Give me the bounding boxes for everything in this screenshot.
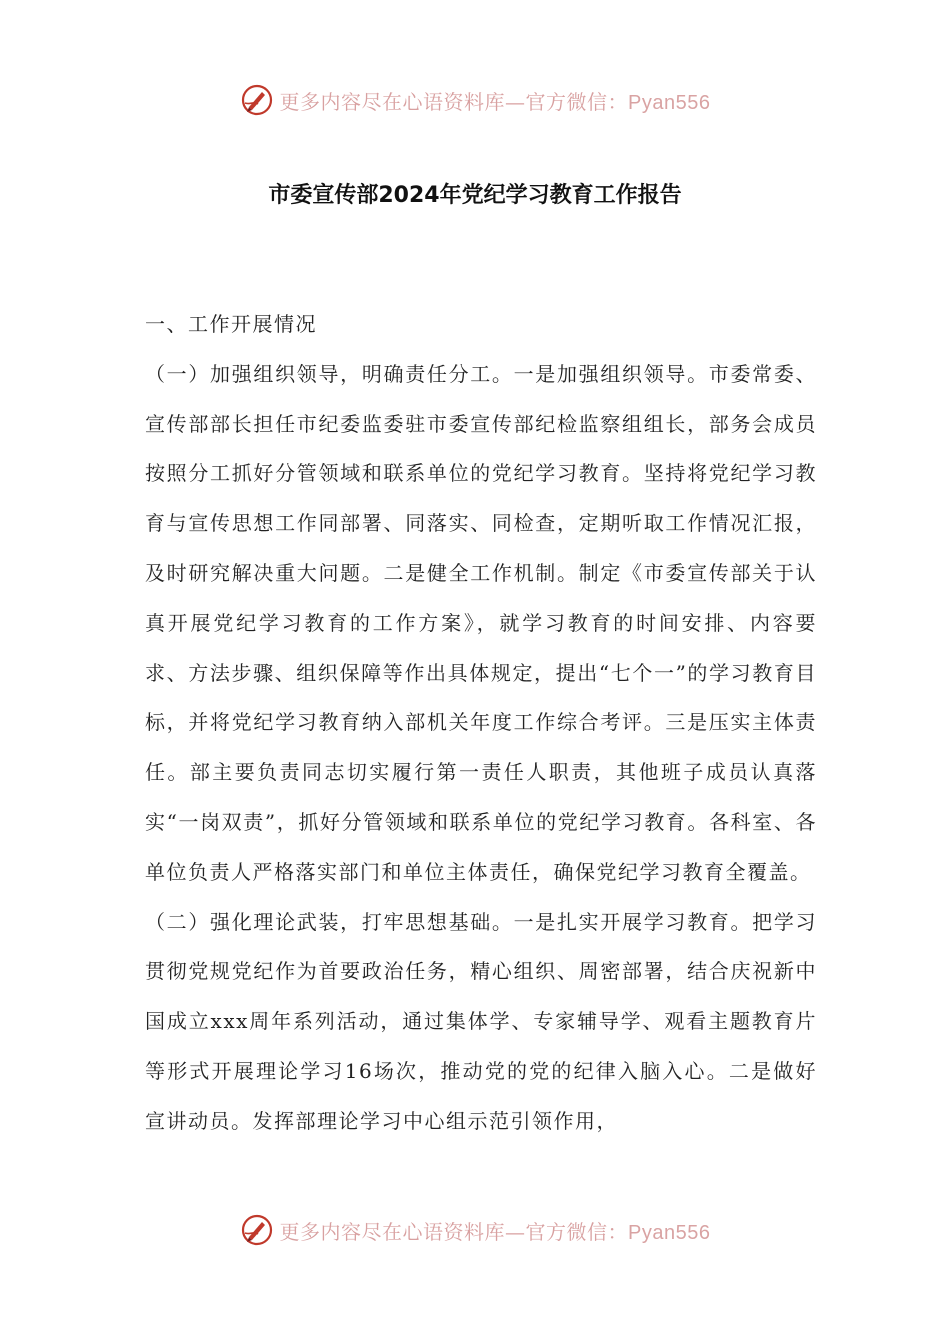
document-title: 市委宣传部2024年党纪学习教育工作报告 xyxy=(268,183,682,208)
watermark-text: 更多内容尽在心语资料库—官方微信：Pyan556 xyxy=(279,1219,711,1244)
section-heading: 一、工作开展情况 xyxy=(145,312,317,336)
paragraph: （二）强化理论武装，打牢思想基础。一是扎实开展学习教育。把学习贯彻党规党纪作为首要政治任务，精心组织、周密部署，结合庆祝新中国成立xxx周年系列活动，通过集体学、专家辅导学、观看主题教育片等形式开展理论学习16场次，推动党的党的纪律入脑入心。二是做好宣讲动员。发挥部理论学习中心组示范引领作用， xyxy=(145,909,817,1133)
document-body xyxy=(145,300,817,1147)
pen-logo-icon xyxy=(240,1213,274,1247)
watermark-text: 更多内容尽在心语资料库—官方微信：Pyan556 xyxy=(279,89,711,114)
watermark-banner-top xyxy=(0,80,950,120)
pen-logo-icon xyxy=(240,83,274,117)
paragraph: （一）加强组织领导，明确责任分工。一是加强组织领导。市委常委、宣传部部长担任市纪委监委驻市委宣传部纪检监察组组长，部务会成员按照分工抓好分管领域和联系单位的党纪学习教育。坚持将党纪学习教育与宣传思想工作同部署、同落实、同检查，定期听取工作情况汇报，及时研究解决重大问题。二是健全工作机制。制定《市委宣传部关于认真开展党纪学习教育的工作方案》，就学习教育的时间安排、内容要求、方法步骤、组织保障等作出具体规定，提出“七个一”的学习教育目标，并将党纪学习教育纳入部机关年度工作综合考评。三是压实主体责任。部主要负责同志切实履行第一责任人职责，其他班子成员认真落实“一岗双责”，抓好分管领域和联系单位的党纪学习教育。各科室、各单位负责人严格落实部门和单位主体责任，确保党纪学习教育全覆盖。 xyxy=(145,361,817,884)
watermark-banner-bottom xyxy=(0,1210,950,1250)
